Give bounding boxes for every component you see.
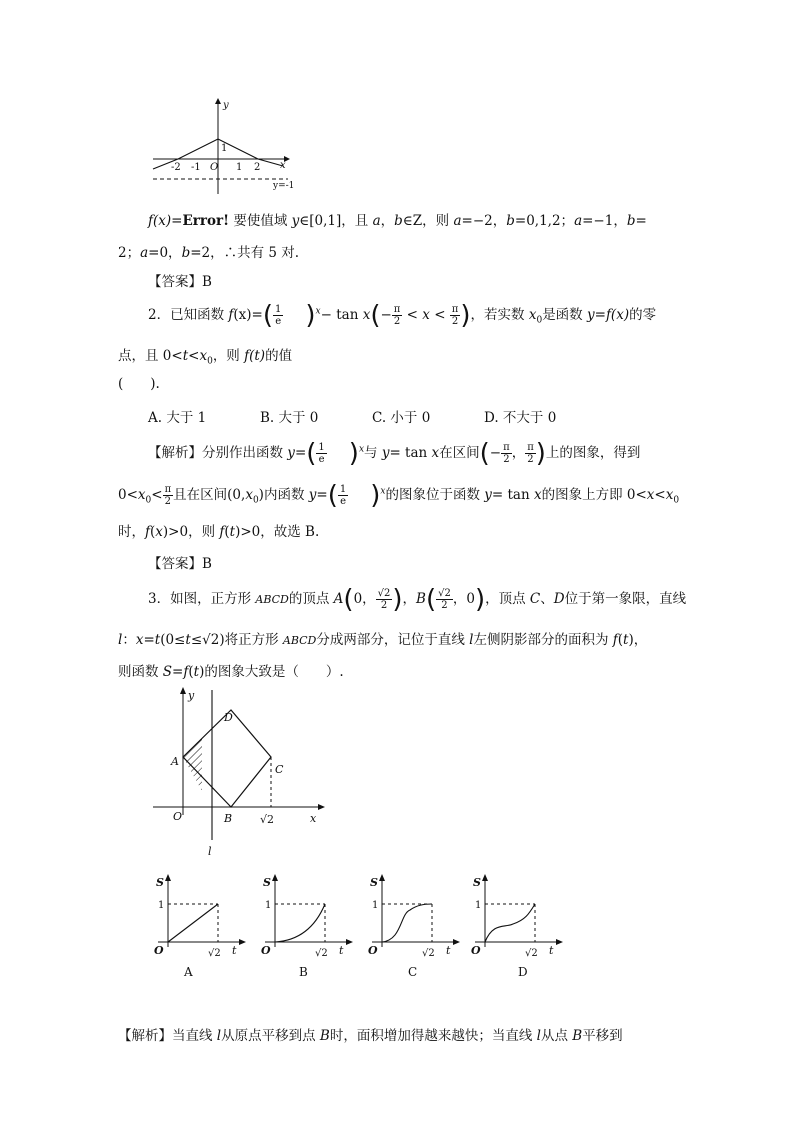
q2-line2: 点，且 $0<t<x_0$，则 f(t)的值 (118, 348, 293, 367)
curve-a (168, 904, 218, 942)
q2-paren: ( ). (118, 376, 160, 392)
svg-text:√2: √2 (208, 948, 221, 959)
figure-1-graph (148, 96, 298, 196)
svg-text:C: C (275, 763, 284, 776)
svg-text:S: S (370, 876, 378, 889)
svg-text:t: t (549, 944, 554, 957)
q3-line2: l：x=t(0≤t≤√2)将正方形 ABCD分成两部分，记位于直线 l左侧阴影部分的面积为 f(t)， (118, 632, 648, 648)
svg-text:O: O (368, 944, 378, 957)
option-graph-a (148, 872, 248, 987)
svg-text:O: O (471, 944, 481, 957)
svg-text:t: t (339, 944, 344, 957)
fig1-one-label: 1 (221, 143, 228, 154)
svg-text:S: S (263, 876, 271, 889)
fig2-shaded-region (183, 738, 202, 791)
svg-text:1: 1 (265, 900, 272, 911)
svg-text:1: 1 (475, 900, 482, 911)
curve-c (382, 904, 432, 942)
svg-text:x: x (310, 812, 317, 825)
svg-text:√2: √2 (260, 813, 275, 826)
svg-text:C: C (408, 965, 418, 979)
svg-text:S: S (473, 876, 481, 889)
svg-text:l: l (208, 845, 212, 858)
sol2-line2: $0<x_0<$ $\frac{\pi}{2}$ 且在区间$(0,x_0)$内函数 y=( $\frac{1}{e}$ )$^x$的图象位于函数 y= tan x的图象上方即 $0<x<x_0$ (118, 480, 680, 511)
q2-option-c: C. 小于 0 (372, 410, 431, 426)
answer-2: 【答案】B (148, 556, 212, 572)
svg-text:D: D (224, 711, 233, 724)
svg-text:1: 1 (158, 900, 165, 911)
q3-line3: 则函数 S=f(t)的图象大致是（ ）. (118, 664, 344, 680)
svg-text:B: B (224, 812, 233, 825)
fig1-y-label: y (223, 100, 229, 111)
curve-b (275, 904, 325, 942)
p1-line1: f(x)=Error! 要使值域 y∈[0,1]，且 a，b∈Z，则 a=−2，b=0,1,2；a=−1，b= (148, 213, 647, 229)
p1-line2: 2；a=0，b=2，∴共有 5 对. (118, 245, 300, 261)
q2-option-b: B. 大于 0 (260, 410, 319, 426)
fig1-tick: -2 (171, 162, 181, 173)
fig1-origin: O (210, 162, 219, 173)
fig1-asym-label: y=-1 (273, 181, 295, 191)
svg-text:1: 1 (372, 900, 379, 911)
svg-text:y: y (188, 689, 195, 702)
svg-text:t: t (232, 944, 237, 957)
sol3-line1: 【解析】当直线 l从原点平移到点 B时，面积增加得越来越快；当直线 l从点 B平移到 (118, 1028, 623, 1044)
figure-2-square (150, 685, 340, 860)
fig1-tick: 2 (254, 162, 261, 173)
svg-text:S: S (156, 876, 164, 889)
svg-text:B: B (299, 965, 308, 979)
sol2-line3: 时，f(x)>0，则 f(t)>0，故选 B. (118, 524, 320, 540)
svg-text:√2: √2 (422, 948, 435, 959)
svg-text:D: D (518, 965, 528, 979)
svg-text:O: O (154, 944, 164, 957)
q2-line1: 2．已知函数 f(x)=( $\frac{1}{e}$ )$^x$− tan x(− $\frac{\pi}{2}$ < x < $\frac{\pi}{2}$ )，若实数 $x_0$是函数 y=f(x)的零 (148, 300, 657, 331)
svg-text:√2: √2 (525, 948, 538, 959)
q2-option-a: A. 大于 1 (148, 410, 207, 426)
option-graph-b (255, 872, 355, 987)
svg-text:O: O (261, 944, 271, 957)
sol2-line1: 【解析】分别作出函数 y=( $\frac{1}{e}$ )$^x$与 y= tan x在区间(− $\frac{\pi}{2}$ ， $\frac{\pi}{2}$ )上的图象，得到 (148, 438, 641, 469)
fig1-x-label: x (280, 160, 286, 171)
svg-text:√2: √2 (315, 948, 328, 959)
q3-line1: 3．如图，正方形 ABCD的顶点 A(0， $\frac{√2}{2}$ )，B( $\frac{√2}{2}$ ，0)，顶点 C、D位于第一象限，直线 (148, 584, 687, 615)
svg-text:A: A (171, 755, 179, 768)
option-graph-d (465, 872, 565, 987)
svg-text:t: t (446, 944, 451, 957)
fig1-tick: -1 (191, 162, 201, 173)
q2-option-d: D. 不大于 0 (484, 410, 557, 426)
svg-text:O: O (173, 810, 183, 823)
curve-d (485, 904, 535, 942)
fig1-tick: 1 (236, 162, 243, 173)
option-graph-c (362, 872, 462, 987)
svg-text:A: A (184, 965, 193, 979)
answer-1: 【答案】B (148, 274, 212, 290)
